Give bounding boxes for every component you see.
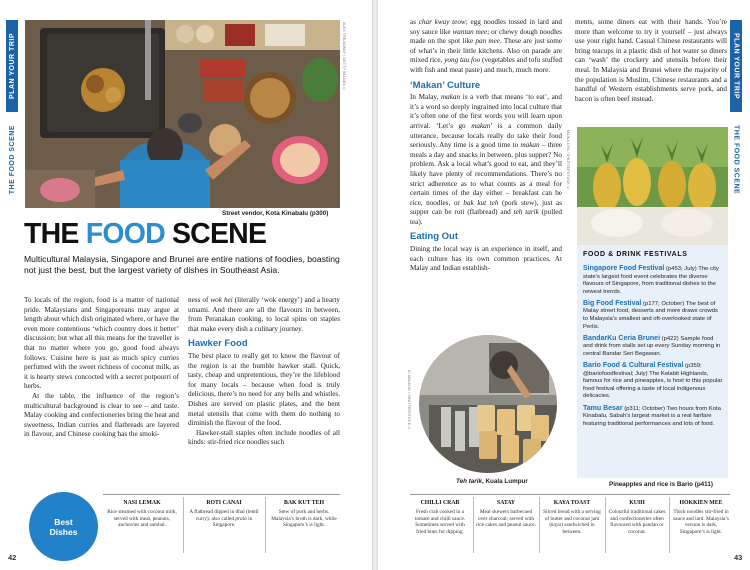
festival-item: Bario Food & Cultural Festival (p359; @bariofoodfestival; July) The Kelabit Highlands, famous for rice and pineapples, is host to this popular food festival offering a taste of local indigenous delicacies. xyxy=(583,362,723,400)
intro-paragraph: Multicultural Malaysia, Singapore and Brunei are entire nations of foodies, boasting not just the best, but the largest variety of dishes in Southeast Asia. xyxy=(24,254,340,276)
festival-item: Big Food Festival (p177; October) The best of Malay street food, desserts and more draws crowds to Malaysia’s smallest and oft-overlooked state of Perlis. xyxy=(583,299,718,330)
dish-bak-kut-teh: BAK KUT TEH Stew of pork and herbs. Malaysia’s broth is dark, while Singapore’s is light. xyxy=(271,500,337,529)
festival-item: Singapore Food Festival (p453; July) The city state’s largest food event celebrates the diverse flavours of Singapore, from traditional dishes to the newest trends. xyxy=(583,265,719,295)
body-column-1 xyxy=(24,296,179,440)
side-tab-label: PLAN YOUR TRIP xyxy=(8,33,16,99)
photo-caption: Teh tarik, Kuala Lumpur xyxy=(456,478,528,485)
paragraph: At the table, the influence of the region’s multicultural background is clear to see – and taste. Malay cooking and confectioneries bring the heat and sweetness, Indian curries and flatbreads are layered in flavour, and Chinese cooking has the smoki- xyxy=(24,391,179,439)
dish-separator xyxy=(473,497,474,553)
section-heading-makan-culture: ‘Makan’ Culture xyxy=(410,79,481,91)
side-tab-label: THE FOOD SCENE xyxy=(8,124,16,195)
photo-caption: Street vendor, Kota Kinabalu (p300) xyxy=(222,210,329,217)
side-tab-plan-your-trip-left xyxy=(6,20,18,112)
paragraph: To locals of the region, food is a matter of national pride. Malaysians and Singaporeans may argue at length about which dish originated where, or have the even more contentious ‘which country does it better’ discussion; but what all this means for the traveller is that no matter where you go, good food always follows. Cuisine here is just as much spicy curries perfumed with the sweet richness of coconut milk, as it is hearty stews concocted with a secret potpourri of herbs. xyxy=(24,296,179,391)
dishes-divider xyxy=(103,494,340,495)
photo-credit: MAIKA OYA / SHUTTERSTOCK © xyxy=(566,130,570,191)
dish-hokkien-mee: HOKKIEN MEE Thick noodles stir-fried in sauce and lard. Malaysia’s version is dark, Singapore’s is light. xyxy=(673,500,729,535)
paragraph: Dining the local way is an experience in itself, and each culture has its own common practices. At Malay and Indian establish- xyxy=(410,245,562,273)
teh-tarik-photo xyxy=(419,335,557,473)
dish-separator xyxy=(265,497,266,553)
festivals-heading: FOOD & DRINK FESTIVALS xyxy=(583,251,688,258)
body-column-2 xyxy=(188,296,340,448)
page-number: 42 xyxy=(8,553,17,562)
paragraph: as char kway teow; egg noodles tossed in lard and soy sauce like wantan mee; or chewy dough noodles made on the spot like pan mee. These are just some of what’s in their little kitchens. Also on parade are mixed rice, yong tau foo (vegetables and tofu stuffed with fish and meat paste) and much, much more. xyxy=(410,18,562,74)
festivals-box xyxy=(577,245,728,478)
best-dishes-badge: Best Dishes xyxy=(29,492,98,561)
dish-nasi-lemak: NASI LEMAK Rice steamed with coconut milk, served with meat, peanuts, anchovies and sambal. xyxy=(107,500,177,529)
dish-chilli-crab: CHILLI CRAB Fresh crab cooked in a tomato and chilli sauce. Sometimes served with fried buns for dipping. xyxy=(414,500,466,535)
body-column-3 xyxy=(410,18,562,274)
dish-satay: SATAY Meat skewers barbecued over charcoal; served with rice cakes and peanut sauce. xyxy=(476,500,536,529)
side-tab-food-scene-right xyxy=(730,112,742,207)
side-tab-plan-your-trip-right xyxy=(730,20,742,112)
paragraph: The best place to really get to know the flavour of the region is at the humble hawker stall. Quick, tasty, cheap and unpretentious, they’re the lifeblood for many locals – because when food is truly delicious, there’s no need for any bells and whistles. Dishes are served on plastic plates, and the bent metal utensils that come with them do nothing to diminish the flavour of the food. xyxy=(188,351,340,428)
dish-roti-canai: ROTI CANAI A flatbread dipped in dhal (lentil curry); also called prata in Singapore. xyxy=(189,500,259,529)
paragraph: In Malay, makan is a verb that means ‘to eat’, and it’s a word so deeply ingrained into local culture that it’s often one of the first words you will learn upon arrival. ‘Let’s go makan’ is a common daily utterance, because locals really do take their food seriously. Any time is a good time to makan – three meals a day and snacks in between, plus supper? No problem. Ask a local what’s good to eat, and they’ll likely have plenty of recommendations. There’s no strict adherence as to what counts as a meal for certain times of the day either – breakfast can be rice, noodles, or bak kut teh (pork stew), just as supper can be roti (flatbread) and teh tarik (pulled tea). xyxy=(410,93,563,226)
dish-kuih: KUIH Colourful traditional cakes and confectioneries often flavoured with pandan or coconut. xyxy=(608,500,666,535)
body-column-4 xyxy=(575,18,727,104)
page-title: THE FOOD SCENE xyxy=(24,218,267,250)
photo-credit: IC ABLAVIN / SHUTTERSTOCK © xyxy=(407,370,411,431)
paragraph: ness of wok hei (literally ‘wok energy’) and a hearty umami. And there are all the flavours in between, from Peranakan cooking, to local spins on staples that make every dish a culinary journey. xyxy=(188,296,340,333)
section-heading-eating-out: Eating Out xyxy=(410,231,459,243)
dish-separator xyxy=(539,497,540,553)
side-tab-label: PLAN YOUR TRIP xyxy=(732,33,740,99)
dish-separator xyxy=(669,497,670,553)
pineapples-photo xyxy=(577,127,728,245)
page-number: 43 xyxy=(734,553,743,562)
dish-kaya-toast: KAYA TOAST Sliced bread with a serving of butter and coconut jam (kaya) sandwiched in between. xyxy=(543,500,601,535)
paragraph: ments, some diners eat with their hands. You’re more than welcome to try it yourself – just always use your right hand. Casual Chinese restaurants will bring teacups in a plastic dish of hot water so diners can ‘wash’ the crockery and utensils before their meal. In Malaysia and Brunei where the majority of the population is Muslim, Chinese restaurants and a handful of Western establishments serve pork, and bacon is often beef instead. xyxy=(575,18,727,103)
title-accent: FOOD xyxy=(85,218,165,250)
photo-caption: Pineapples and rice is Bario (p411) xyxy=(609,481,713,488)
festival-item: BandarKu Ceria Brunei (p422) Sample food and drink from stalls set up every Sunday morning in central Bandar Seri Begawan. xyxy=(583,334,721,357)
section-heading-hawker-food: Hawker Food xyxy=(188,338,248,350)
dish-separator xyxy=(183,497,184,553)
festival-item: Tamu Besar (p311; October) Two hours from Kota Kinabalu, Sabah’s largest market is a real fanfare featuring traditional performances and lots of food. xyxy=(583,404,721,427)
photo-credit: ALEX TREADWAY / GETTY IMAGES © xyxy=(342,22,346,92)
paragraph: Hawker-stall staples often include noodles of all kinds: stir-fried rice noodles such xyxy=(188,428,340,447)
street-vendor-photo xyxy=(25,20,340,208)
dish-separator xyxy=(605,497,606,553)
left-page xyxy=(0,0,372,570)
side-tab-label: THE FOOD SCENE xyxy=(732,124,740,195)
dishes-divider xyxy=(410,494,730,495)
side-tab-food-scene-left xyxy=(6,112,18,207)
